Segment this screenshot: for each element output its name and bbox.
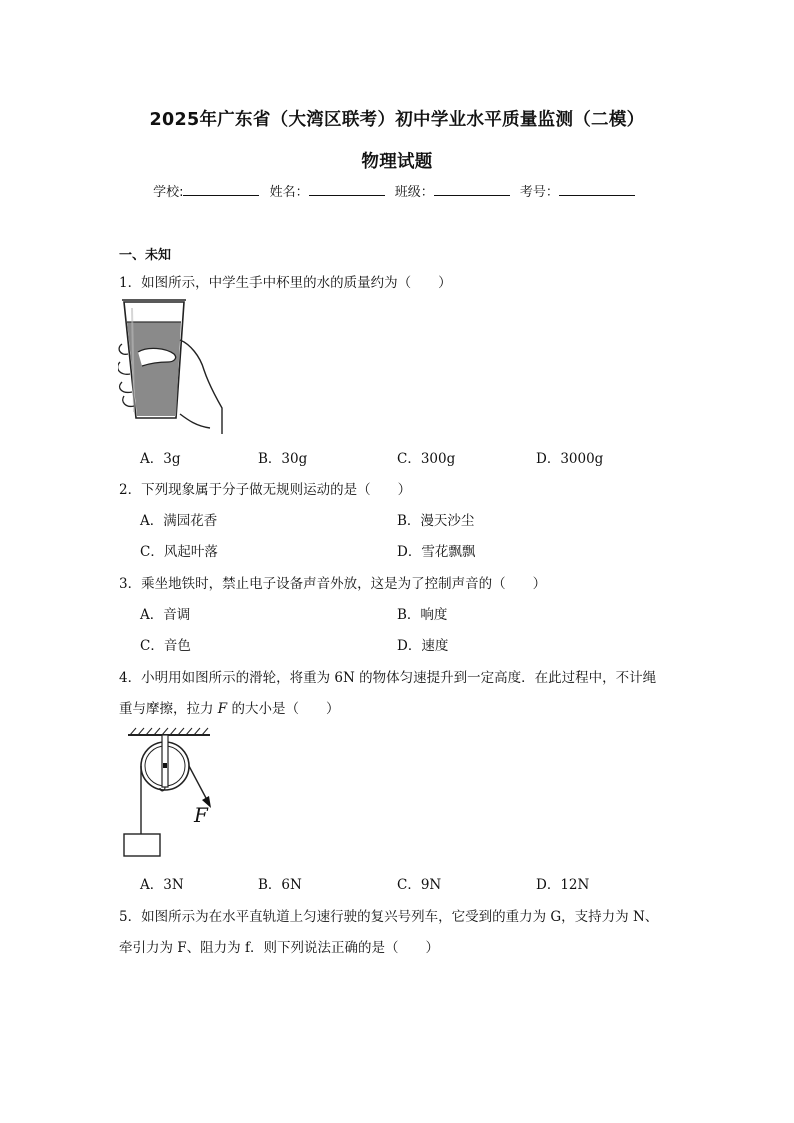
q1-option-a[interactable]: A．3g <box>140 451 181 467</box>
q2-option-d[interactable]: D．雪花飘飘 <box>397 544 476 560</box>
q3-option-b[interactable]: B．响度 <box>397 607 448 623</box>
q4-option-b[interactable]: B．6N <box>258 877 302 893</box>
name-field[interactable] <box>309 183 385 196</box>
name-label: 姓名： <box>269 185 309 200</box>
q4-force-var: F <box>217 701 228 717</box>
question-5-stem-line2: 牵引力为 F、阻力为 f．则下列说法正确的是（ ） <box>119 940 439 956</box>
q3-option-d[interactable]: D．速度 <box>397 638 449 654</box>
question-3-stem: 3．乘坐地铁时，禁止电子设备声音外放，这是为了控制声音的（ ） <box>119 576 547 592</box>
q3-option-a[interactable]: A．音调 <box>140 607 191 623</box>
class-label: 班级： <box>394 185 434 200</box>
q4-option-c[interactable]: C．9N <box>397 877 442 893</box>
class-field[interactable] <box>434 183 510 196</box>
q4-line2-post: 的大小是（ ） <box>227 701 340 717</box>
question-1-stem: 1．如图所示，中学生手中杯里的水的质量约为（ ） <box>119 275 452 291</box>
school-field[interactable] <box>183 183 259 196</box>
q1-option-b[interactable]: B．30g <box>258 451 308 467</box>
q2-option-b[interactable]: B．漫天沙尘 <box>397 513 475 529</box>
student-info-row <box>0 181 794 200</box>
hand-glass-figure <box>118 296 226 436</box>
q1-option-d[interactable]: D．3000g <box>536 451 604 467</box>
q2-option-a[interactable]: A．满园花香 <box>140 513 218 529</box>
section-heading: 一、未知 <box>119 248 172 263</box>
pulley-force-label: F <box>194 803 208 827</box>
question-2-stem: 2．下列现象属于分子做无规则运动的是（ ） <box>119 482 412 498</box>
exam-number-field[interactable] <box>559 183 635 196</box>
school-label: 学校: <box>153 185 184 200</box>
exam-title: 2025年广东省（大湾区联考）初中学业水平质量监测（二模） <box>149 110 645 130</box>
q2-option-c[interactable]: C．风起叶落 <box>140 544 218 560</box>
exam-subtitle: 物理试题 <box>361 152 433 172</box>
question-5-stem-line1: 5．如图所示为在水平直轨道上匀速行驶的复兴号列车，它受到的重力为 G，支持力为 N、 <box>119 909 659 925</box>
q4-option-a[interactable]: A．3N <box>140 877 184 893</box>
q4-option-d[interactable]: D．12N <box>536 877 590 893</box>
exam-number-label: 考号： <box>519 185 559 200</box>
q4-line2-pre: 重与摩擦，拉力 <box>119 701 218 717</box>
pulley-figure <box>118 726 228 862</box>
q3-option-c[interactable]: C．音色 <box>140 638 191 654</box>
question-4-stem-line2 <box>119 697 339 717</box>
q1-option-c[interactable]: C．300g <box>397 451 456 467</box>
question-4-stem-line1: 4．小明用如图所示的滑轮，将重为 6N 的物体匀速提升到一定高度．在此过程中，不计绳 <box>119 670 657 686</box>
